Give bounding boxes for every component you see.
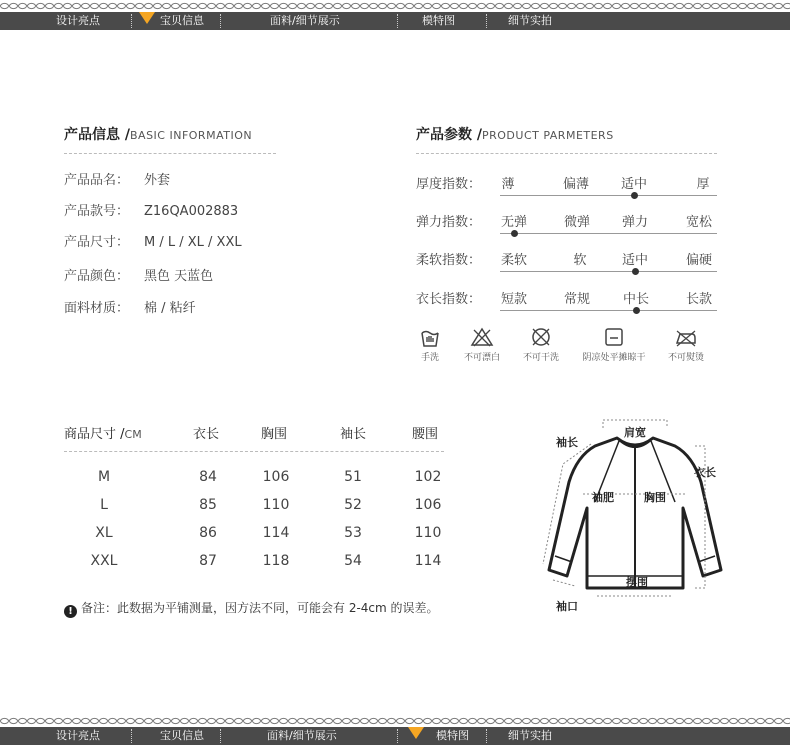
nav-separator — [486, 729, 487, 743]
diagram-label-shoulder: 肩宽 — [624, 426, 646, 439]
size-cell: 85 — [199, 497, 217, 513]
chain-decoration — [0, 0, 790, 12]
divider — [416, 153, 717, 154]
size-table-col-chest: 胸围 — [261, 427, 288, 442]
nav-item-fabric[interactable]: 面料/细节展示 — [267, 729, 337, 742]
divider — [64, 153, 276, 154]
info-label: 面料材质： — [64, 301, 130, 316]
nav-separator — [131, 14, 132, 28]
diagram-label-sleeve-width: 袖肥 — [592, 491, 614, 504]
size-cell: 110 — [414, 525, 442, 541]
care-label: 不可干洗 — [522, 353, 559, 363]
nav-active-arrow-icon — [408, 727, 424, 739]
nav-strip — [0, 12, 790, 30]
param-scale-line — [500, 195, 717, 196]
param-label-elasticity: 弹力指数： — [416, 215, 482, 230]
nav-separator — [397, 729, 398, 743]
top-nav — [0, 0, 790, 31]
nav-item-design[interactable]: 设计亮点 — [56, 729, 100, 742]
param-scale-line — [500, 271, 717, 272]
nav-strip — [0, 727, 790, 745]
param-option: 适中 — [621, 253, 649, 268]
no-iron-icon — [674, 326, 698, 348]
info-row-code — [64, 200, 238, 219]
param-label-softness: 柔软指数： — [416, 253, 482, 268]
size-cell: 102 — [414, 469, 442, 485]
size-cell: XL — [95, 525, 113, 541]
param-option: 微弹 — [563, 215, 591, 230]
param-option: 弹力 — [621, 215, 649, 230]
param-option: 偏薄 — [562, 177, 590, 192]
param-option: 无弹 — [500, 215, 528, 230]
param-option: 软 — [573, 253, 587, 268]
size-cell: 52 — [344, 497, 362, 513]
nav-item-info[interactable]: 宝贝信息 — [160, 14, 204, 27]
care-label: 阴凉处平摊晾干 — [582, 353, 646, 363]
size-cell: 54 — [344, 553, 362, 569]
nav-active-arrow-icon — [139, 12, 155, 24]
care-hand-wash — [414, 326, 446, 363]
no-dry-clean-icon — [530, 326, 552, 348]
nav-item-model[interactable]: 模特图 — [422, 14, 455, 27]
size-table-col-length: 衣长 — [193, 427, 220, 442]
diagram-label-chest: 胸围 — [644, 491, 666, 504]
warning-icon: ! — [64, 605, 77, 618]
info-row-material — [64, 297, 196, 316]
product-params-title-cn: 产品参数 / — [416, 127, 482, 143]
nav-item-detail[interactable]: 细节实拍 — [508, 14, 552, 27]
info-label: 产品品名： — [64, 173, 130, 188]
product-params-title — [416, 124, 614, 144]
nav-separator — [131, 729, 132, 743]
care-label: 手洗 — [420, 353, 439, 363]
size-note — [64, 599, 439, 618]
size-cell: 87 — [199, 553, 217, 569]
nav-separator — [220, 729, 221, 743]
info-value: 棉 / 粘纤 — [144, 301, 196, 316]
nav-separator — [397, 14, 398, 28]
param-option: 宽松 — [685, 215, 713, 230]
care-no-bleach — [458, 326, 506, 363]
size-note-text: 备注：此数据为平铺测量，因方法不同，可能会有 2-4cm 的误差。 — [81, 601, 439, 615]
size-cell: 53 — [344, 525, 362, 541]
param-option: 厚 — [696, 177, 710, 192]
care-no-iron — [663, 326, 709, 363]
info-label: 产品尺寸： — [64, 235, 130, 250]
nav-separator — [486, 14, 487, 28]
product-info-title-en: BASIC INFORMATION — [130, 129, 253, 142]
size-cell: 106 — [414, 497, 442, 513]
param-indicator-dot — [633, 307, 640, 314]
size-cell: XXL — [90, 553, 118, 569]
diagram-label-length: 衣长 — [694, 466, 716, 479]
param-scale-line — [500, 310, 717, 311]
param-option: 柔软 — [500, 253, 528, 268]
product-info-title — [64, 124, 252, 144]
diagram-label-cuff: 袖口 — [556, 600, 578, 613]
care-dry-flat-shade — [576, 326, 652, 363]
nav-item-info[interactable]: 宝贝信息 — [160, 729, 204, 742]
param-scale-line — [500, 233, 717, 234]
care-label: 不可熨烫 — [667, 353, 704, 363]
size-table-header-size — [64, 423, 142, 442]
product-info-title-cn: 产品信息 / — [64, 127, 130, 143]
size-cell: 110 — [262, 497, 290, 513]
diagram-label-sleeve: 袖长 — [556, 436, 578, 449]
param-option: 短款 — [500, 292, 528, 307]
nav-item-design[interactable]: 设计亮点 — [56, 14, 100, 27]
info-row-size — [64, 231, 242, 250]
size-header-unit: CM — [124, 428, 142, 441]
size-cell: 118 — [262, 553, 290, 569]
param-indicator-dot — [511, 230, 518, 237]
bottom-nav — [0, 715, 790, 746]
nav-item-model[interactable]: 模特图 — [436, 729, 469, 742]
care-label: 不可漂白 — [463, 353, 500, 363]
no-bleach-icon — [470, 326, 494, 348]
size-cell: 114 — [414, 553, 442, 569]
param-option: 常规 — [563, 292, 591, 307]
chain-decoration — [0, 715, 790, 727]
size-cell: M — [97, 469, 111, 485]
size-cell: 106 — [262, 469, 290, 485]
size-cell: 51 — [344, 469, 362, 485]
info-row-color — [64, 265, 213, 284]
hand-wash-icon — [419, 326, 441, 348]
param-option: 薄 — [501, 177, 515, 192]
nav-item-detail[interactable]: 细节实拍 — [508, 729, 552, 742]
size-cell: 114 — [262, 525, 290, 541]
param-option: 偏硬 — [685, 253, 713, 268]
param-option: 中长 — [622, 292, 650, 307]
diagram-label-hem: 摆围 — [626, 576, 648, 589]
info-label: 产品颜色： — [64, 269, 130, 284]
param-label-length: 衣长指数： — [416, 292, 482, 307]
info-value: 外套 — [144, 173, 171, 188]
param-option: 适中 — [620, 177, 648, 192]
param-indicator-dot — [631, 192, 638, 199]
dry-flat-icon — [603, 326, 625, 348]
info-value: M / L / XL / XXL — [144, 235, 242, 250]
nav-item-fabric[interactable]: 面料/细节展示 — [270, 14, 340, 27]
param-option: 长款 — [685, 292, 713, 307]
nav-separator — [220, 14, 221, 28]
divider — [64, 451, 444, 452]
size-table-col-waist: 腰围 — [412, 427, 439, 442]
care-no-dry-clean — [517, 326, 565, 363]
size-cell: L — [100, 497, 108, 513]
info-label: 产品款号： — [64, 204, 130, 219]
param-indicator-dot — [632, 268, 639, 275]
info-value: Z16QA002883 — [144, 204, 239, 219]
param-label-thickness: 厚度指数： — [416, 177, 482, 192]
info-row-name — [64, 169, 170, 188]
size-table-col-sleeve: 袖长 — [340, 427, 367, 442]
size-cell: 84 — [199, 469, 217, 485]
product-params-title-en: PRODUCT PARMETERS — [482, 129, 614, 142]
size-cell: 86 — [199, 525, 217, 541]
size-header-main: 商品尺寸 / — [64, 427, 125, 442]
info-value: 黑色 天蓝色 — [144, 269, 214, 284]
